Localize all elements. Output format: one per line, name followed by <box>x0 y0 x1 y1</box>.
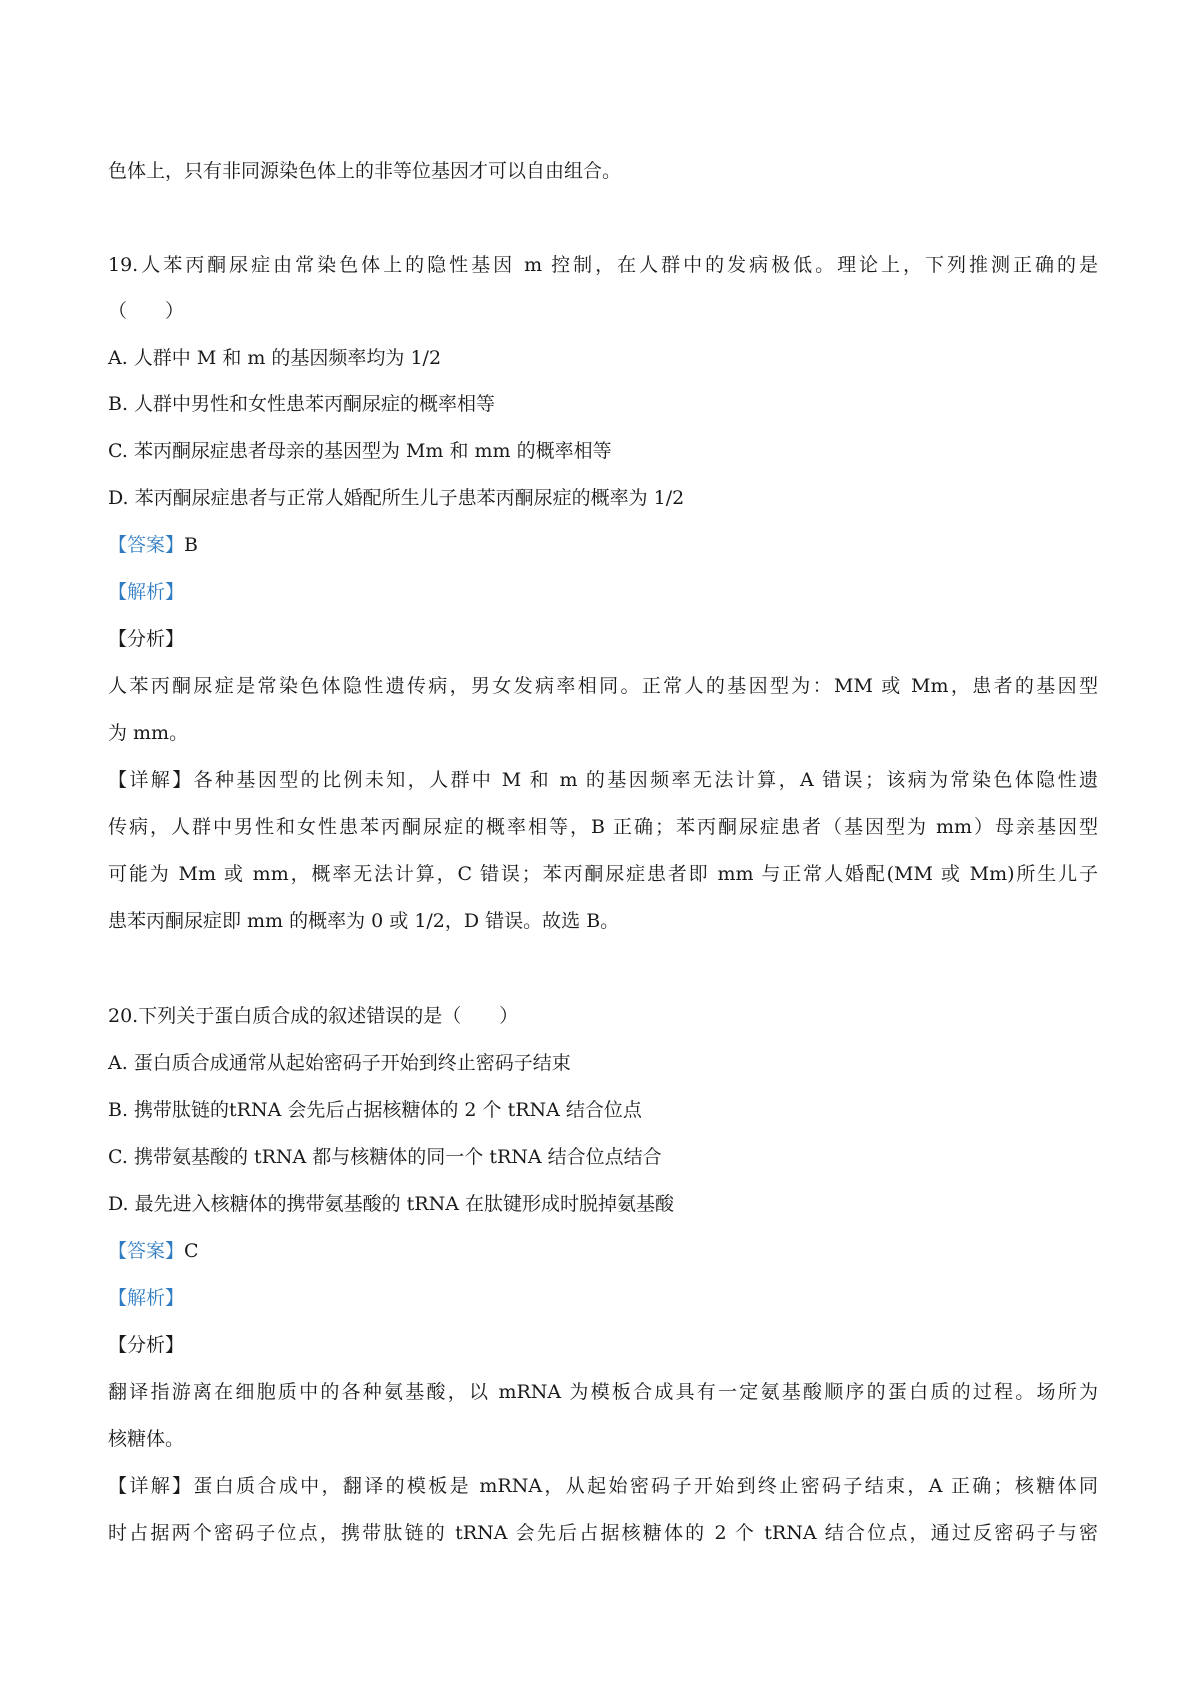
q20-option-b: B. 携带肽链的tRNA 会先后占据核糖体的 2 个 tRNA 结合位点 <box>108 1099 642 1121</box>
q20-stem: 20.下列关于蛋白质合成的叙述错误的是（ ） <box>108 1005 519 1027</box>
q19-stem-line-2: （ ） <box>108 300 185 322</box>
q20-analysis-tag: 【解析】 <box>108 1287 185 1309</box>
answer-tag: 【答案】 <box>108 1240 185 1262</box>
q19-option-c: C. 苯丙酮尿症患者母亲的基因型为 Mm 和 mm 的概率相等 <box>108 440 612 462</box>
q19-fenxi-line-2: 为 mm。 <box>108 722 189 744</box>
q19-analysis-tag: 【解析】 <box>108 581 185 603</box>
q19-detail-line-2: 传病，人群中男性和女性患苯丙酮尿症的概率相等，B 正确；苯丙酮尿症患者（基因型为 mm）母亲基因型 <box>108 816 1098 838</box>
q20-option-c: C. 携带氨基酸的 tRNA 都与核糖体的同一个 tRNA 结合位点结合 <box>108 1146 662 1168</box>
q20-option-d: D. 最先进入核糖体的携带氨基酸的 tRNA 在肽键形成时脱掉氨基酸 <box>108 1193 675 1215</box>
q19-fenxi-tag: 【分析】 <box>108 628 185 650</box>
answer-tag: 【答案】 <box>108 534 185 556</box>
answer-value: C <box>184 1240 199 1262</box>
q20-fenxi-tag: 【分析】 <box>108 1334 185 1356</box>
q19-detail-line-1: 【详解】各种基因型的比例未知，人群中 M 和 m 的基因频率无法计算，A 错误；该病为常染色体隐性遗 <box>108 769 1098 791</box>
q19-stem-line-1: 19.人苯丙酮尿症由常染色体上的隐性基因 m 控制，在人群中的发病极低。理论上，下列推测正确的是 <box>108 254 1098 276</box>
q20-fenxi-line-2: 核糖体。 <box>108 1428 185 1450</box>
q20-option-a: A. 蛋白质合成通常从起始密码子开始到终止密码子结束 <box>108 1052 571 1074</box>
q19-option-a: A. 人群中 M 和 m 的基因频率均为 1/2 <box>108 347 442 369</box>
q20-answer <box>108 1236 199 1266</box>
answer-value: B <box>184 534 198 556</box>
q19-option-b: B. 人群中男性和女性患苯丙酮尿症的概率相等 <box>108 393 496 415</box>
q19-fenxi-line-1: 人苯丙酮尿症是常染色体隐性遗传病，男女发病率相同。正常人的基因型为：MM 或 Mm，患者的基因型 <box>108 675 1098 697</box>
q19-option-d: D. 苯丙酮尿症患者与正常人婚配所生儿子患苯丙酮尿症的概率为 1/2 <box>108 487 685 509</box>
q19-detail-line-4: 患苯丙酮尿症即 mm 的概率为 0 或 1/2，D 错误。故选 B。 <box>108 910 620 932</box>
q19-answer <box>108 530 198 560</box>
previous-explanation-continuation: 色体上，只有非同源染色体上的非等位基因才可以自由组合。 <box>108 160 622 182</box>
q20-fenxi-line-1: 翻译指游离在细胞质中的各种氨基酸，以 mRNA 为模板合成具有一定氨基酸顺序的蛋白质的过程。场所为 <box>108 1381 1098 1403</box>
q20-detail-line-1: 【详解】蛋白质合成中，翻译的模板是 mRNA，从起始密码子开始到终止密码子结束，A 正确；核糖体同 <box>108 1475 1098 1497</box>
q19-detail-line-3: 可能为 Mm 或 mm，概率无法计算，C 错误；苯丙酮尿症患者即 mm 与正常人婚配(MM 或 Mm)所生儿子 <box>108 863 1098 885</box>
q20-detail-line-2: 时占据两个密码子位点，携带肽链的 tRNA 会先后占据核糖体的 2 个 tRNA 结合位点，通过反密码子与密 <box>108 1522 1098 1544</box>
